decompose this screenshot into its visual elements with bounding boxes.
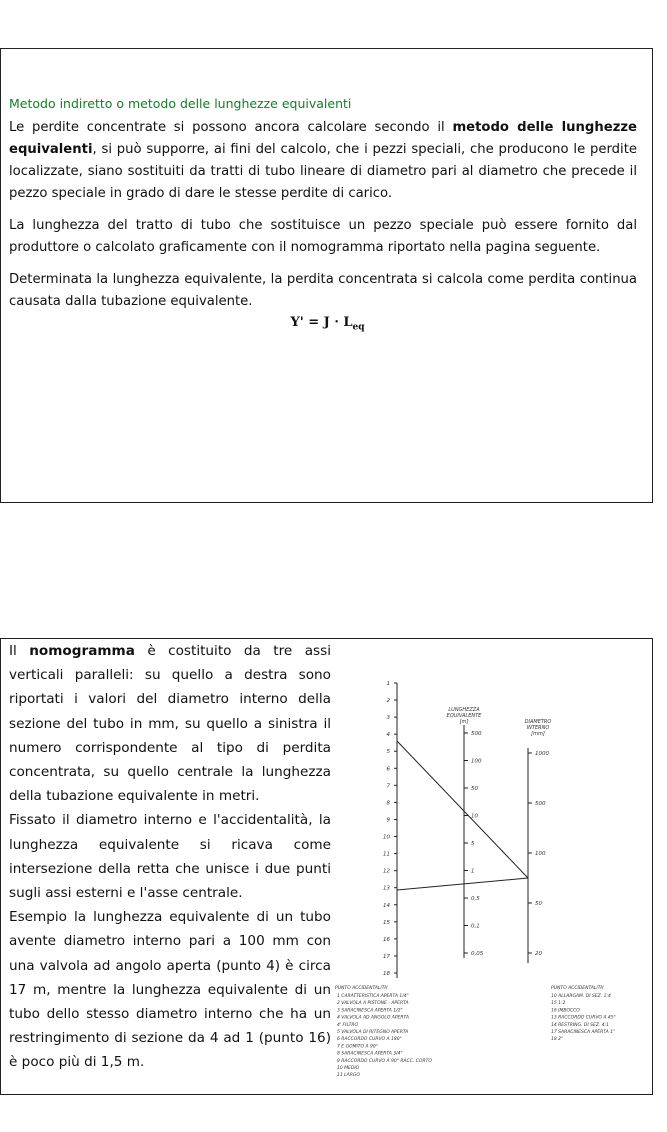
legend-right-row: 15 1:2 — [551, 1001, 566, 1007]
left-tick-label: 6 — [386, 766, 390, 773]
center-tick-label: 0,05 — [471, 951, 484, 957]
right-tick-label: 100 — [535, 851, 546, 857]
legend-right-row: 14 RESTRING. DI SEZ. 4:1 — [551, 1022, 610, 1028]
right-axis-label-1: DIAMETRO — [524, 719, 552, 725]
paragraph-intro — [9, 117, 637, 205]
text-run: Le perdite concentrate si possono ancora calcolare secondo il — [9, 120, 453, 135]
formula-subscript: eq — [352, 322, 365, 333]
left-tick-label: 7 — [386, 783, 390, 790]
paragraph-nomogram — [9, 639, 331, 808]
left-tick-label: 12 — [383, 868, 390, 875]
left-tick-label: 17 — [383, 953, 390, 960]
legend-left-header: PUNTO ACCIDENTALITA' — [335, 986, 389, 991]
right-tick-label: 500 — [535, 801, 546, 807]
legend-right-header: PUNTO ACCIDENTALITA' — [551, 986, 605, 991]
text-run: , si può supporre, ai fini del calcolo, che i pezzi speciali, che producono le perdite localizzate, siano sostituiti da tratti di tubo lineare di diametro pari al diametro che precede il pezzo speciale in grado di dare le stesse perdite di carico. — [9, 142, 637, 201]
center-tick-label: 1 — [471, 868, 475, 875]
center-tick-label: 100 — [471, 758, 482, 765]
right-tick-label: 1000 — [535, 751, 549, 757]
center-axis-label-3: [m] — [459, 719, 469, 725]
left-tick-label: 1 — [386, 681, 390, 687]
legend-left-row: 4' FILTRO — [337, 1022, 359, 1028]
legend-right-row: 18 2" — [551, 1037, 564, 1043]
left-tick-label: 18 — [383, 971, 390, 977]
legend-right-row: 17 SARACINESCA APERTA 1" — [551, 1030, 616, 1035]
left-tick-label: 11 — [383, 851, 390, 858]
legend-left-row: 10 MEDIO — [337, 1066, 360, 1071]
paragraph-procedure: Fissato il diametro interno e l'accidentalità, la lunghezza equivalente si ricava come intersezione della retta che unisce i due punti sugli assi esterni e l'asse centrale. — [9, 812, 331, 902]
center-tick-label: 0,5 — [471, 896, 480, 902]
left-tick-label: 13 — [383, 885, 390, 892]
center-tick-label: 5 — [471, 841, 475, 847]
legend-left-row: 5 VALVOLA DI RITEGNO APERTA — [337, 1030, 409, 1035]
right-axis-ticks — [528, 751, 549, 957]
left-axis-ticks — [383, 681, 397, 977]
center-tick-label: 0,1 — [471, 923, 480, 930]
center-axis-ticks — [464, 731, 484, 957]
center-tick-label: 50 — [471, 786, 478, 792]
legend-right — [551, 985, 616, 1042]
right-tick-label: 20 — [535, 951, 542, 957]
legend-left-row: 1 CARATTERISTICA APERTA 1/4" — [337, 994, 409, 999]
left-tick-label: 14 — [383, 902, 390, 909]
left-tick-label: 5 — [386, 749, 390, 756]
nomogram-description — [9, 639, 331, 1075]
example-line-restriction — [397, 878, 528, 890]
slide-nomogram — [0, 638, 653, 1095]
center-axis-label-1: LUNGHEZZA — [448, 707, 480, 713]
left-tick-label: 8 — [386, 800, 390, 807]
legend-left-row: 2 VALVOLA A PISTONE - APERTA — [337, 1001, 409, 1007]
center-axis-label-2: EQUIVALENTE — [446, 713, 482, 719]
left-tick-label: 10 — [383, 834, 390, 841]
bold-term: nomogramma — [29, 643, 135, 659]
formula — [1, 315, 654, 333]
legend-left-row: 6 RACCORDO CURVO A 180° — [337, 1037, 402, 1043]
legend-left — [335, 985, 432, 1078]
nomogram-figure — [333, 653, 651, 1093]
left-tick-label: 15 — [383, 919, 390, 926]
legend-left-row: 9 RACCORDO CURVO A 90° RACC. CORTO — [337, 1058, 432, 1064]
formula-main: Y' = J · L — [290, 315, 353, 330]
bold-term: metodo delle lunghezze equivalenti — [9, 120, 637, 157]
legend-right-row: 10 ALLARGAM. DI SEZ. 1:4 — [551, 994, 611, 999]
right-tick-label: 50 — [535, 901, 542, 907]
legend-left-row: 4 VALVOLA AD ANGOLO APERTA — [337, 1015, 409, 1021]
section-title: Metodo indiretto o metodo delle lunghezze equivalenti — [9, 96, 352, 111]
right-axis-label-2: INTERNO — [526, 725, 550, 731]
left-tick-label: 9 — [386, 817, 390, 824]
center-tick-label: 10 — [471, 813, 478, 820]
legend-left-row: 3 SARACINESCA APERTA 1/2" — [337, 1008, 403, 1014]
left-tick-label: 4 — [386, 732, 390, 739]
left-tick-label: 16 — [383, 936, 390, 943]
paragraph-producer: La lunghezza del tratto di tubo che sostituisce un pezzo speciale può essere fornito dal produttore o calcolato graficamente con il nomogramma riportato nella pagina seguente. — [9, 218, 637, 255]
left-tick-label: 2 — [386, 698, 390, 705]
legend-left-row: 7 E GOMITO A 90° — [337, 1044, 379, 1050]
paragraph-continuous-loss: Determinata la lunghezza equivalente, la perdita concentrata si calcola come perdita continua causata dalla tubazione equivalente. — [9, 272, 637, 309]
legend-right-row: 16 IMBOCCO — [551, 1008, 580, 1014]
legend-left-row: 11 LARGO — [337, 1073, 360, 1079]
legend-right-row: 13 RACCORDO CURVO A 45° — [551, 1015, 616, 1021]
center-tick-label: 500 — [471, 731, 482, 737]
left-tick-label: 3 — [386, 715, 390, 722]
legend-left-row: 8 SARACINESCA APERTA 3/4" — [337, 1051, 403, 1057]
text-run: è costituito da tre assi verticali paralleli: su quello a destra sono riportati i valori del diametro interno della sezione del tubo in mm, su quello a sinistra il numero corrispondente al tipo di perdita concentrata, su quello centrale la lunghezza della tubazione equivalente in metri. — [9, 643, 331, 805]
text-run: Il — [9, 643, 30, 659]
slide-equivalent-length-method — [0, 48, 653, 503]
paragraph-example: Esempio la lunghezza equivalente di un tubo avente diametro interno pari a 100 mm con una valvola ad angolo aperta (punto 4) è circa 17 m, mentre la lunghezza equivalente di un tubo dello stesso diametro interno che ha un restringimento di sezione da 4 ad 1 (punto 16) è poco più di 1,5 m. — [9, 909, 331, 1071]
right-axis-label-3: [mm] — [531, 731, 545, 737]
example-line-valve — [397, 741, 528, 878]
